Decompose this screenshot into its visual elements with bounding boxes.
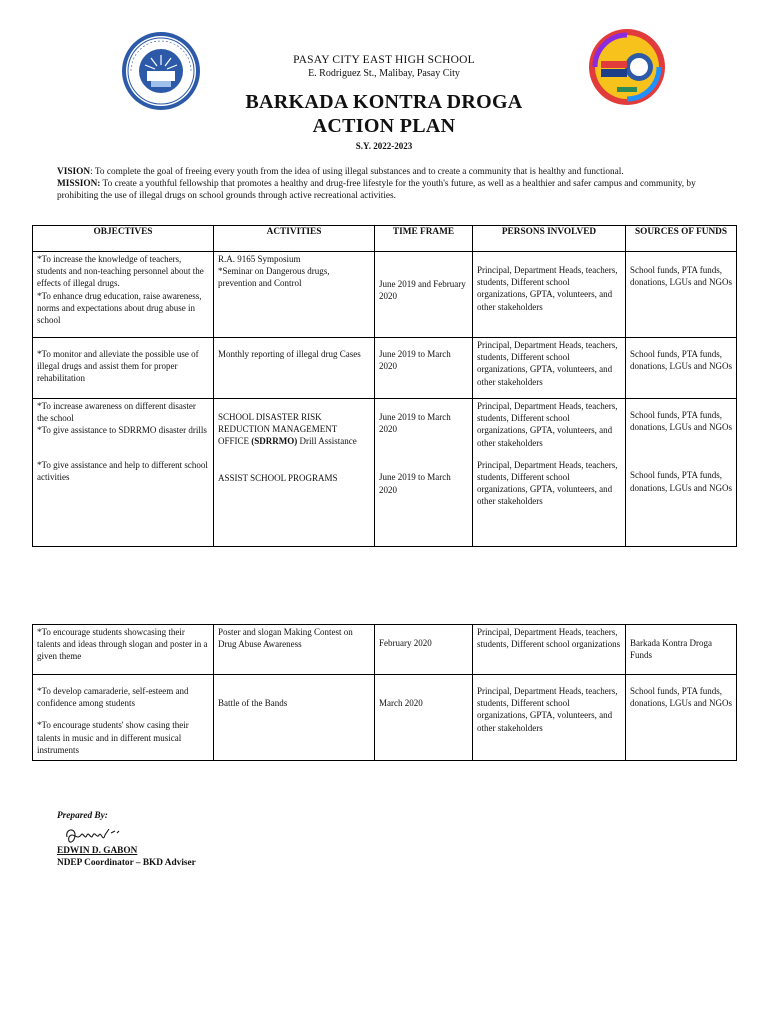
sources-of-funds-cell: School funds, PTA funds, donations, LGUs and NGOs bbox=[626, 675, 737, 761]
prepared-by-label: Prepared By: bbox=[57, 811, 108, 821]
column-header-time-frame: TIME FRAME bbox=[375, 226, 473, 252]
action-plan-table bbox=[32, 225, 737, 547]
table-row bbox=[33, 252, 737, 338]
table-row bbox=[33, 338, 737, 399]
table-row bbox=[33, 675, 737, 761]
activities-cell: Battle of the Bands bbox=[214, 675, 375, 761]
vision-statement bbox=[57, 166, 732, 178]
column-header-objectives: OBJECTIVES bbox=[33, 226, 214, 252]
mission-statement bbox=[57, 178, 732, 202]
persons-involved-cell: Principal, Department Heads, teachers, students, Different school organizations, GPTA, volunteers, and other stakeholders bbox=[473, 252, 626, 338]
table-row bbox=[33, 399, 737, 547]
persons-involved-cell: Principal, Department Heads, teachers, students, Different school organizations bbox=[473, 625, 626, 675]
table-header-row bbox=[33, 226, 737, 252]
activity-item: SCHOOL DISASTER RISK REDUCTION MANAGEMENT OFFICE (SDRRMO) Drill Assistance bbox=[218, 412, 357, 447]
objective-item: *To give assistance and help to different school activities bbox=[37, 459, 208, 482]
mission-text: To create a youthful fellowship that promotes a healthy and drug-free lifestyle for the youth's future, as well as a healthier and safer campus and community, by prohibiting the use of illegal drugs on school grounds through active recreational activities. bbox=[57, 179, 696, 202]
table-row bbox=[33, 625, 737, 675]
activity-item: R.A. 9165 Symposium bbox=[218, 254, 301, 264]
vision-text: : To complete the goal of freeing every youth from the idea of using illegal substances and to create a community that is healthy and functional. bbox=[90, 167, 624, 177]
objective-item: *To monitor and alleviate the possible use of illegal drugs and assist them for proper rehabilitation bbox=[37, 349, 199, 384]
objective-item: *To increase awareness on different disaster the school bbox=[37, 401, 196, 424]
sources-of-funds-cell: School funds, PTA funds, donations, LGUs and NGOs bbox=[626, 338, 737, 399]
time-frame-cell: June 2019 to March 2020 June 2019 to March 2020 bbox=[375, 399, 473, 547]
objective-item: *To give assistance to SDRRMO disaster drills bbox=[37, 425, 207, 436]
sources-of-funds-cell: School funds, PTA funds, donations, LGUs and NGOs School funds, PTA funds, donations, LGUs and NGOs bbox=[626, 399, 737, 547]
activity-item: *Seminar on Dangerous drugs, prevention and Control bbox=[218, 266, 330, 289]
activity-item: ASSIST SCHOOL PROGRAMS bbox=[218, 472, 338, 483]
time-frame-cell: February 2020 bbox=[375, 625, 473, 675]
school-year: S.Y. 2022-2023 bbox=[355, 141, 413, 151]
activities-cell bbox=[214, 399, 375, 547]
column-header-sources-of-funds: SOURCES OF FUNDS bbox=[626, 226, 737, 252]
vision-label: VISION bbox=[57, 167, 91, 177]
objectives-cell: *To encourage students showcasing their talents and ideas through slogan and poster in a given theme bbox=[33, 625, 214, 675]
objectives-cell bbox=[33, 338, 214, 399]
activity-item: Monthly reporting of illegal drug Cases bbox=[218, 349, 361, 359]
time-frame-cell: June 2019 and February 2020 bbox=[375, 252, 473, 338]
sources-of-funds-cell: Barkada Kontra Droga Funds bbox=[626, 625, 737, 675]
objectives-cell bbox=[33, 252, 214, 338]
objectives-cell bbox=[33, 399, 214, 547]
sources-of-funds-cell: School funds, PTA funds, donations, LGUs and NGOs bbox=[626, 252, 737, 338]
mission-label: MISSION: bbox=[57, 179, 101, 189]
persons-involved-cell: Principal, Department Heads, teachers, students, Different school organizations, GPTA, volunteers, and other stakeholders bbox=[473, 338, 626, 399]
objective-item: *To encourage students' show casing their talents in music and in different musical instruments bbox=[37, 720, 189, 755]
objective-item: *To develop camaraderie, self-esteem and confidence among students bbox=[37, 686, 189, 709]
objectives-cell bbox=[33, 675, 214, 761]
time-frame-cell: June 2019 to March 2020 bbox=[375, 338, 473, 399]
document-subtitle: ACTION PLAN bbox=[312, 115, 456, 137]
column-header-activities: ACTIVITIES bbox=[214, 226, 375, 252]
document-title: BARKADA KONTRA DROGA bbox=[245, 91, 523, 113]
school-address: E. Rodriguez St., Malibay, Pasay City bbox=[308, 68, 460, 79]
objective-item: *To increase the knowledge of teachers, students and non-teaching personnel about the effects of illegal drugs. bbox=[37, 254, 204, 289]
time-frame-cell: March 2020 bbox=[375, 675, 473, 761]
persons-involved-cell: Principal, Department Heads, teachers, students, Different school organizations, GPTA, volunteers, and other stakeholders Principal, Department Heads, teachers, students, Different school organizations, GPTA, volunteers, and other stakeholders bbox=[473, 399, 626, 547]
activities-cell bbox=[214, 252, 375, 338]
column-header-persons-involved: PERSONS INVOLVED bbox=[473, 226, 626, 252]
activities-cell bbox=[214, 338, 375, 399]
school-name: PASAY CITY EAST HIGH SCHOOL bbox=[293, 54, 475, 66]
signatory-name: EDWIN D. GABON bbox=[57, 846, 138, 856]
signatory-position: NDEP Coordinator – BKD Adviser bbox=[57, 858, 196, 868]
action-plan-table-continued bbox=[32, 624, 737, 761]
objective-item: *To enhance drug education, raise awareness, norms and expectations about drug abuse in school bbox=[37, 290, 202, 326]
persons-involved-cell: Principal, Department Heads, teachers, students, Different school organizations, GPTA, volunteers, and other stakeholders bbox=[473, 675, 626, 761]
activities-cell: Poster and slogan Making Contest on Drug Abuse Awareness bbox=[214, 625, 375, 675]
